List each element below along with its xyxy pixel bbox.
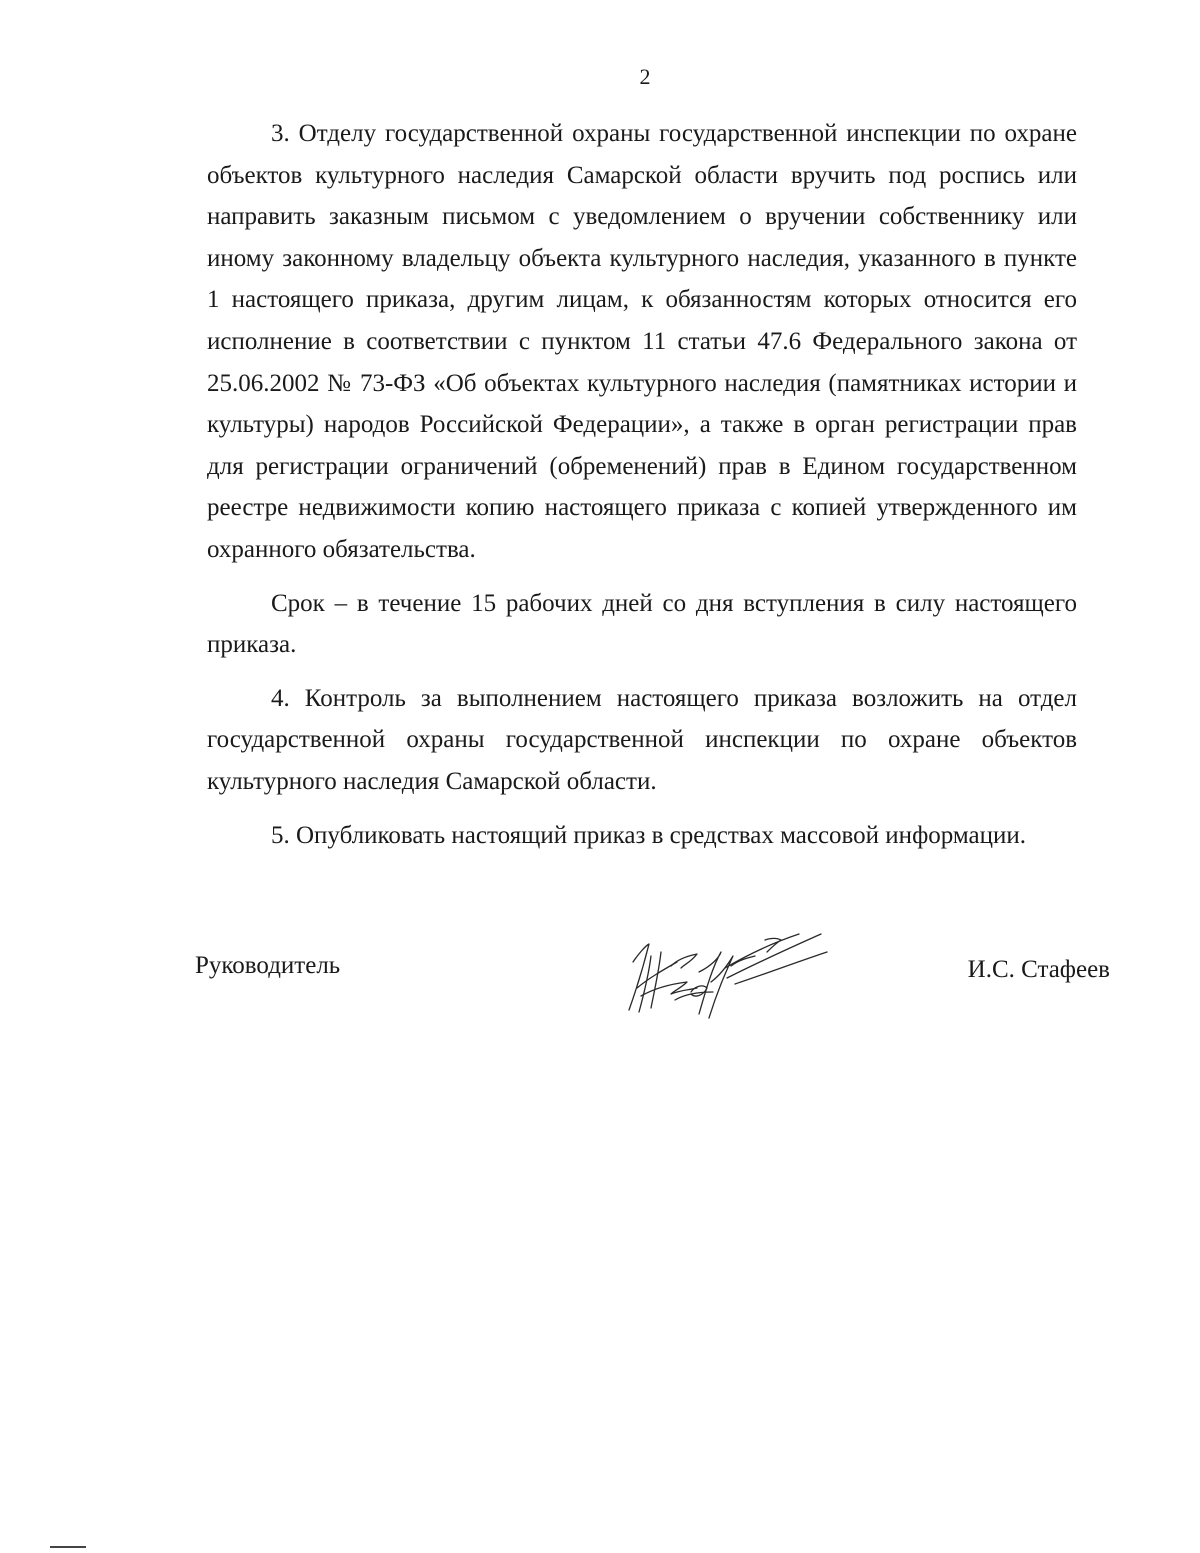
handwritten-signature bbox=[615, 926, 835, 1026]
page-number: 2 bbox=[639, 64, 651, 89]
signature-block bbox=[195, 948, 1110, 1038]
signer-title: Руководитель bbox=[195, 952, 341, 979]
paragraph-4: 4. Контроль за выполнением настоящего приказа возложить на отдел государственной охраны государственной инспекции по охране объектов культурного наследия Самарской области. bbox=[207, 684, 1077, 795]
scan-edge-mark bbox=[50, 1546, 86, 1548]
document-body bbox=[207, 113, 1077, 856]
paragraph-3: 3. Отделу государственной охраны государственной инспекции по охране объектов культурного наследия Самарской области вручить под роспись или направить заказным письмом с уведомлением о вручении собственнику или иному законному владельцу объекта культурного наследия, указанного в пункте 1 настоящего приказа, другим лицам, к обязанностям которых относится его исполнение в соответствии с пунктом 11 статьи 47.6 Федерального закона от 25.06.2002 № 73-ФЗ «Об объектах культурного наследия (памятниках истории и культуры) народов Российской Федерации», а также в орган регистрации прав для регистрации ограничений (обременений) прав в Едином государственном реестре недвижимости копию настоящего приказа с копией утвержденного им охранного обязательства. bbox=[207, 120, 1077, 563]
paragraph-deadline: Срок – в течение 15 рабочих дней со дня вступления в силу настоящего приказа. bbox=[207, 589, 1077, 659]
signer-name: И.С. Стафеев bbox=[967, 956, 1110, 983]
paragraph-5: 5. Опубликовать настоящий приказ в средствах массовой информации. bbox=[271, 821, 1027, 849]
